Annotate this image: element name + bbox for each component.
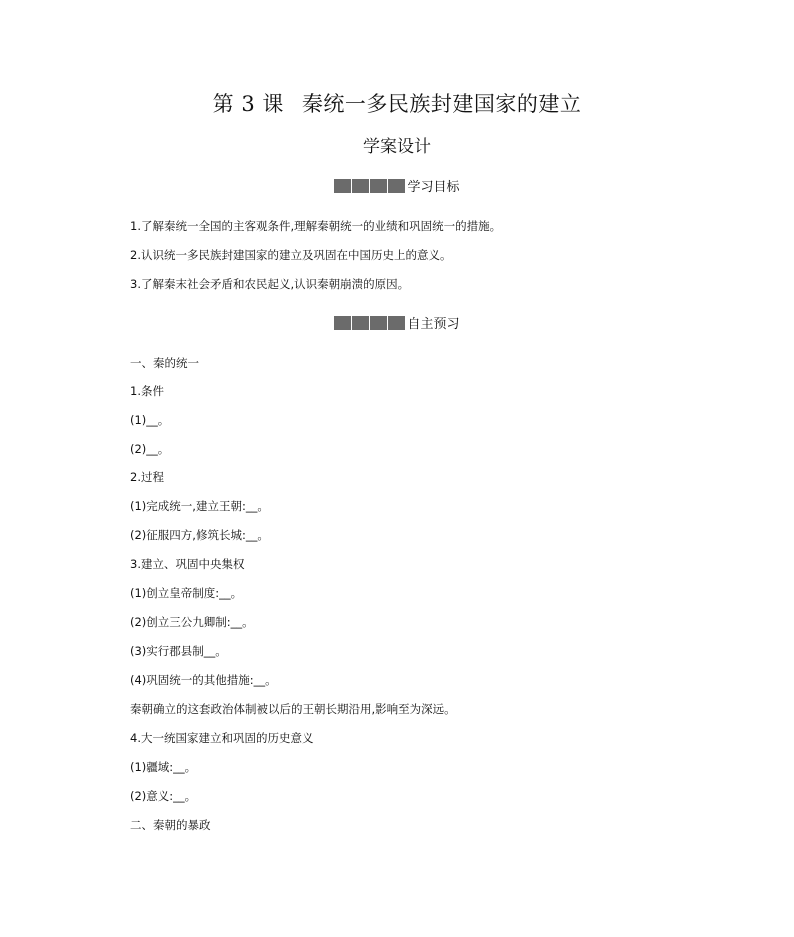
section-heading-label: 自主预习 [407,317,460,332]
preview-line: 一、秦的统一 [130,356,199,370]
goal-item: 3.了解秦末社会矛盾和农民起义,认识秦朝崩溃的原因。 [130,277,410,291]
marker-block [334,316,351,330]
marker-block [352,316,369,330]
section-heading-preview [0,313,794,332]
preview-line: 秦朝确立的这套政治体制被以后的王朝长期沿用,影响至为深远。 [130,702,456,716]
preview-line: 4.大一统国家建立和巩固的历史意义 [130,731,314,745]
heading-marker-blocks [334,178,406,193]
page-subtitle: 学案设计 [363,137,431,157]
marker-block [370,179,387,193]
lesson-topic: 秦统一多民族封建国家的建立 [301,92,582,116]
heading-marker-blocks [334,315,406,330]
preview-line: (1)完成统一,建立王朝:__。 [130,499,269,513]
preview-line: 2.过程 [130,470,164,484]
preview-line: (2)意义:__。 [130,789,197,803]
preview-line: 二、秦朝的暴政 [130,818,211,832]
lesson-number: 第 3 课 [212,92,284,116]
preview-line: 1.条件 [130,384,164,398]
preview-line: (2)__。 [130,442,170,456]
preview-line: (1)疆域:__。 [130,760,197,774]
preview-line: (1)创立皇帝制度:__。 [130,586,243,600]
preview-line: (4)巩固统一的其他措施:__。 [130,673,277,687]
preview-line: (2)创立三公九卿制:__。 [130,615,254,629]
section-heading-goals [0,176,794,195]
marker-block [388,316,405,330]
marker-block [370,316,387,330]
goal-item: 1.了解秦统一全国的主客观条件,理解秦朝统一的业绩和巩固统一的措施。 [130,219,502,233]
preview-line: (3)实行郡县制__。 [130,644,227,658]
marker-block [334,179,351,193]
page-title [0,88,794,118]
preview-line: (2)征服四方,修筑长城:__。 [130,528,269,542]
marker-block [352,179,369,193]
section-heading-label: 学习目标 [407,180,460,195]
marker-block [388,179,405,193]
preview-line: (1)__。 [130,413,170,427]
goal-item: 2.认识统一多民族封建国家的建立及巩固在中国历史上的意义。 [130,248,452,262]
preview-line: 3.建立、巩固中央集权 [130,557,245,571]
